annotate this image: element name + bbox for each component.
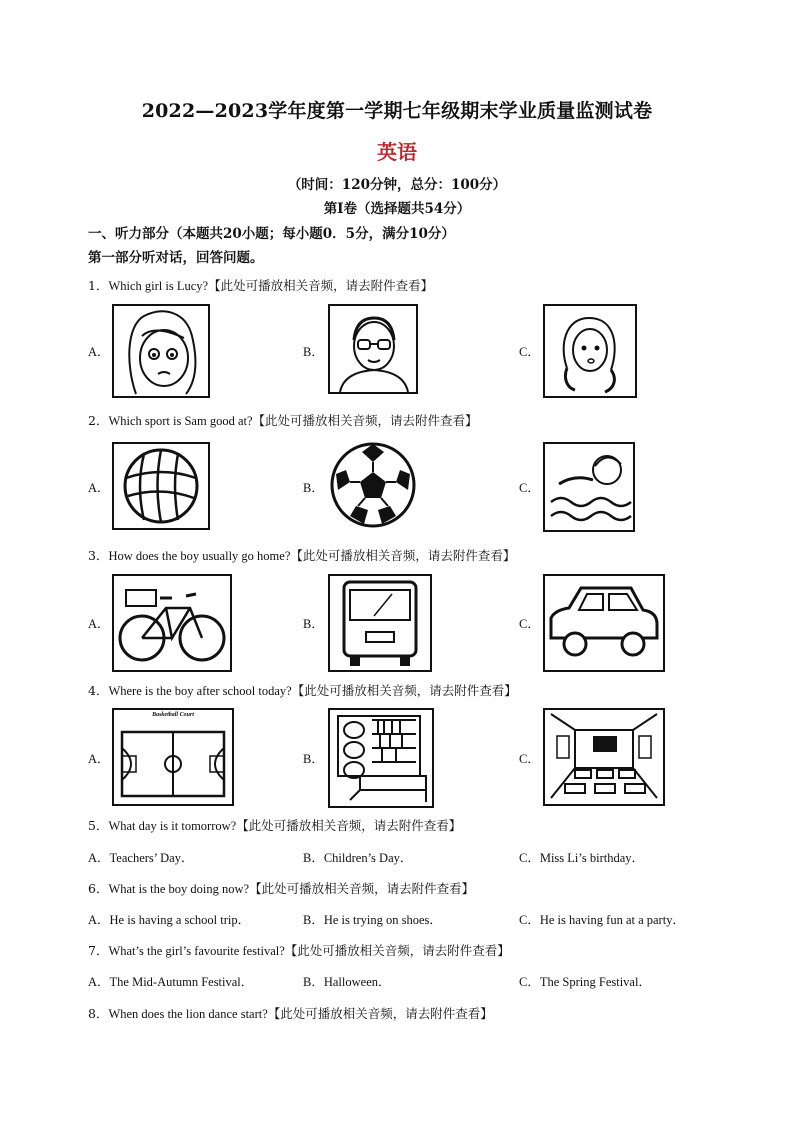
question-text: When does the lion dance start? (108, 1007, 268, 1021)
question-6 (88, 879, 474, 897)
option-c-label[interactable]: C． (519, 752, 540, 766)
option-b[interactable]: B．Children’s Day． (303, 851, 413, 865)
classroom-icon[interactable] (543, 708, 665, 806)
question-text: What’s the girl’s favourite festival? (108, 944, 285, 958)
question-3-options (0, 574, 794, 670)
option-a-label[interactable]: A． (88, 481, 110, 495)
option-a-label[interactable]: A． (88, 345, 110, 359)
question-2-options (0, 440, 794, 536)
question-3 (88, 546, 515, 564)
time-info: （时间：120分钟，总分：100分） (287, 177, 507, 193)
court-caption: Basketball Court (152, 712, 194, 718)
exam-title: 2022—2023学年度第一学期七年级期末学业质量监测试卷 (141, 100, 653, 122)
audio-link[interactable]: 【此处可播放相关音频，请去附件查看】 (252, 413, 478, 428)
question-5 (88, 816, 461, 834)
question-number: 5． (88, 818, 109, 833)
swimming-icon[interactable] (543, 442, 635, 532)
option-a[interactable]: A．Teachers’ Day． (88, 851, 194, 865)
subject-title: 英语 (377, 140, 417, 164)
girl-long-hair-icon[interactable] (543, 304, 637, 398)
bus-icon[interactable] (328, 574, 432, 672)
option-a-label[interactable]: A． (88, 617, 110, 631)
part-heading: 第一部分听对话，回答问题。 (88, 250, 264, 266)
question-text: What day is it tomorrow? (108, 819, 237, 833)
option-b-label[interactable]: B． (303, 617, 324, 631)
question-number: 7． (88, 943, 109, 958)
option-b-label[interactable]: B． (303, 345, 324, 359)
option-b-label[interactable]: B． (303, 752, 324, 766)
audio-link[interactable]: 【此处可播放相关音频，请去附件查看】 (208, 278, 434, 293)
question-text: Which girl is Lucy? (108, 279, 209, 293)
audio-link[interactable]: 【此处可播放相关音频，请去附件查看】 (291, 683, 517, 698)
question-1-options (0, 304, 794, 400)
boy-glasses-icon[interactable] (328, 304, 418, 394)
option-c[interactable]: C．The Spring Festival． (519, 975, 651, 989)
question-number: 2． (88, 413, 109, 428)
question-number: 1． (88, 278, 109, 293)
car-icon[interactable] (543, 574, 665, 672)
option-b-label[interactable]: B． (303, 481, 324, 495)
option-a-label[interactable]: A． (88, 752, 110, 766)
option-b[interactable]: B．He is trying on shoes． (303, 913, 442, 927)
question-text: How does the boy usually go home? (108, 549, 291, 563)
audio-link[interactable]: 【此处可播放相关音频，请去附件查看】 (267, 1006, 493, 1021)
question-text: What is the boy doing now? (108, 882, 250, 896)
audio-link[interactable]: 【此处可播放相关音频，请去附件查看】 (290, 548, 516, 563)
volleyball-icon[interactable] (112, 442, 210, 530)
question-7 (88, 941, 510, 959)
question-2 (88, 411, 478, 429)
girl-short-hair-icon[interactable] (112, 304, 210, 398)
question-4-options (0, 708, 794, 804)
question-text: Which sport is Sam good at? (108, 414, 253, 428)
library-icon[interactable] (328, 708, 434, 808)
option-a[interactable]: A．He is having a school trip． (88, 913, 251, 927)
bicycle-icon[interactable] (112, 574, 232, 672)
soccer-ball-icon[interactable] (328, 442, 418, 528)
section-heading: 一、听力部分（本题共20小题；每小题0．5分，满分10分） (88, 226, 455, 242)
option-a[interactable]: A．The Mid-Autumn Festival． (88, 975, 254, 989)
question-4 (88, 681, 517, 699)
option-b[interactable]: B．Halloween． (303, 975, 391, 989)
question-number: 8． (88, 1006, 109, 1021)
audio-link[interactable]: 【此处可播放相关音频，请去附件查看】 (284, 943, 510, 958)
audio-link[interactable]: 【此处可播放相关音频，请去附件查看】 (249, 881, 475, 896)
question-number: 6． (88, 881, 109, 896)
option-c-label[interactable]: C． (519, 617, 540, 631)
question-1 (88, 276, 433, 294)
option-c[interactable]: C．He is having fun at a party． (519, 913, 685, 927)
option-c[interactable]: C．Miss Li’s birthday． (519, 851, 645, 865)
option-c-label[interactable]: C． (519, 345, 540, 359)
volume-heading: 第Ⅰ卷（选择题共54分） (323, 201, 471, 217)
question-number: 4． (88, 683, 109, 698)
question-8 (88, 1004, 493, 1022)
basketball-court-icon[interactable] (112, 708, 234, 806)
option-c-label[interactable]: C． (519, 481, 540, 495)
question-text: Where is the boy after school today? (108, 684, 292, 698)
audio-link[interactable]: 【此处可播放相关音频，请去附件查看】 (236, 818, 462, 833)
question-number: 3． (88, 548, 109, 563)
